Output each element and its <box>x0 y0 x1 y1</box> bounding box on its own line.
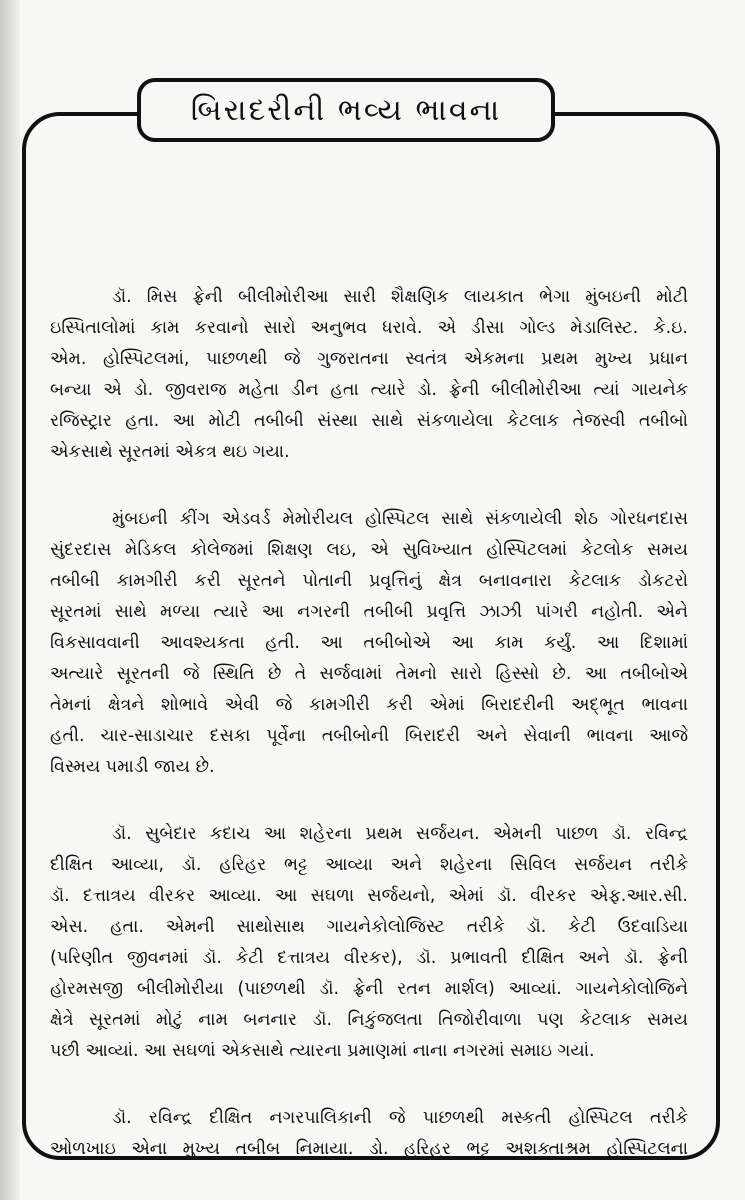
text-line: રજિસ્ટ્રાર હતા. આ મોટી તબીબી સંસ્થા સાથે સંકળાયેલા કેટલાક તેજસ્વી તબીબો <box>50 411 688 431</box>
text-line: મુંબઇની કીંગ એડવર્ડ મેમોરીયલ હોસ્પિટલ સાથે સંકળાયેલી શેઠ ગોરધનદાસ <box>112 509 688 529</box>
text-line: ડૉ. રવિન્દ્ર દીક્ષિત નગરપાલિકાની જે પાછળથી મસ્કતી હોસ્પિટલ તરીકે <box>112 1108 688 1128</box>
text-line: સૂરતમાં સાથે મળ્યા ત્યારે આ નગરની તબીબી પ્રવૃત્તિ ઝાઝી પાંગરી નહોતી. એને <box>50 602 688 622</box>
text-line: (પરિણીત જીવનમાં ડૉ. કેટી દત્તાત્રય વીરકર), ડૉ. પ્રભાવતી દીક્ષિત અને ડૉ. ફ્રેની <box>50 948 688 968</box>
text-line: એકસાથે સૂરતમાં એકત્ર થઇ ગયા. <box>50 442 290 462</box>
text-line: ડૉ. દત્તાત્રય વીરકર આવ્યા. આ સઘળા સર્જયનો, એમાં ડૉ. વીરકર એફ.આર.સી. <box>50 886 688 906</box>
paragraph <box>50 504 688 783</box>
text-line: બન્યા એ ડો. જીવરાજ મહેતા ડીન હતા ત્યારે ડો. ફ્રેની બીલીમોરીઆ ત્યાં ગાયનેક <box>50 380 688 400</box>
text-line: ક્ષેત્રે સૂરતમાં મોટું નામ બનનાર ડૉ. નિકુંજલતા તિજોરીવાળા પણ કેટલાક સમય <box>50 1010 688 1030</box>
text-line: એસ. હતા. એમની સાથોસાથ ગાયનેકોલોજિસ્ટ તરીકે ડૉ. કેટી ઉદવાડિયા <box>50 917 688 937</box>
text-line: પછી આવ્યાં. આ સઘળાં એકસાથે ત્યારના પ્રમાણમાં નાના નગરમાં સમાઇ ગયાં. <box>50 1041 595 1061</box>
text-line: ઓળખાઇ એના મુખ્ય તબીબ નિમાયા. ડો. હરિહર ભટ્ટ અશક્તાશ્રમ હોસ્પિટલના <box>50 1139 688 1159</box>
text-line: ઇસ્પિતાલોમાં કામ કરવાનો સારો અનુભવ ધરાવે. એ ડીસા ગોલ્ડ મેડાલિસ્ટ. કે.ઇ. <box>50 318 688 338</box>
text-line: હોરમસજી બીલીમોરીયા (પાછળથી ડૉ. ફ્રેની રતન માર્શલ) આવ્યાં. ગાયનેકોલોજિને <box>50 979 688 999</box>
page-title: બિરાદરીની ભવ્ય ભાવના <box>190 92 502 128</box>
text-line: દીક્ષિત આવ્યા, ડૉ. હરિહર ભટ્ટ આવ્યા અને શહેરના સિવિલ સર્જયન તરીકે <box>50 855 688 875</box>
text-line: ડૉ. મિસ ફ્રેની બીલીમોરીઆ સારી શૈક્ષણિક લાયકાત ભેગા મુંબઇની મોટી <box>112 287 688 307</box>
text-line: સુંદરદાસ મેડિકલ કોલેજમાં શિક્ષણ લઇ, એ સુવિખ્યાત હોસ્પિટલમાં કેટલોક સમય <box>50 540 688 560</box>
text-line: અત્યારે સૂરતની જે સ્થિતિ છે તે સર્જવામાં તેમનો સારો હિસ્સો છે. આ તબીબોએ <box>50 664 688 684</box>
text-line: વિકસાવવાની આવશ્યકતા હતી. આ તબીબોએ આ કામ કર્યું. આ દિશામાં <box>50 633 688 653</box>
text-line: તેમનાં ક્ષેત્રને શોભાવે એવી જે કામગીરી કરી એમાં બિરાદરીની અદ્ભૂત ભાવના <box>50 695 688 715</box>
text-line: વિસ્મય પમાડી જાય છે. <box>50 757 215 777</box>
text-line: એમ. હોસ્પિટલમાં, પાછળથી જે ગુજરાતના સ્વતંત્ર એકમના પ્રથમ મુખ્ય પ્રધાન <box>50 349 688 369</box>
text-line: ડૉ. સુબેદાર કદાચ આ શહેરના પ્રથમ સર્જયન. એમની પાછળ ડૉ. રવિન્દ્ર <box>112 824 688 844</box>
paragraph <box>50 282 688 468</box>
text-line: હતી. ચાર-સાડાચાર દસકા પૂર્વેના તબીબોની બિરાદરી અને સેવાની ભાવના આજે <box>50 726 688 746</box>
title-box <box>137 78 555 142</box>
text-line: તબીબી કામગીરી કરી સૂરતને પોતાની પ્રવૃત્તિનું ક્ષેત્ર બનાવનારા કેટલાક ડોકટરો <box>50 571 688 591</box>
paragraph <box>50 819 688 1067</box>
page-gutter-shadow <box>0 0 20 1200</box>
body-text <box>50 282 688 1201</box>
paragraph <box>50 1103 688 1165</box>
